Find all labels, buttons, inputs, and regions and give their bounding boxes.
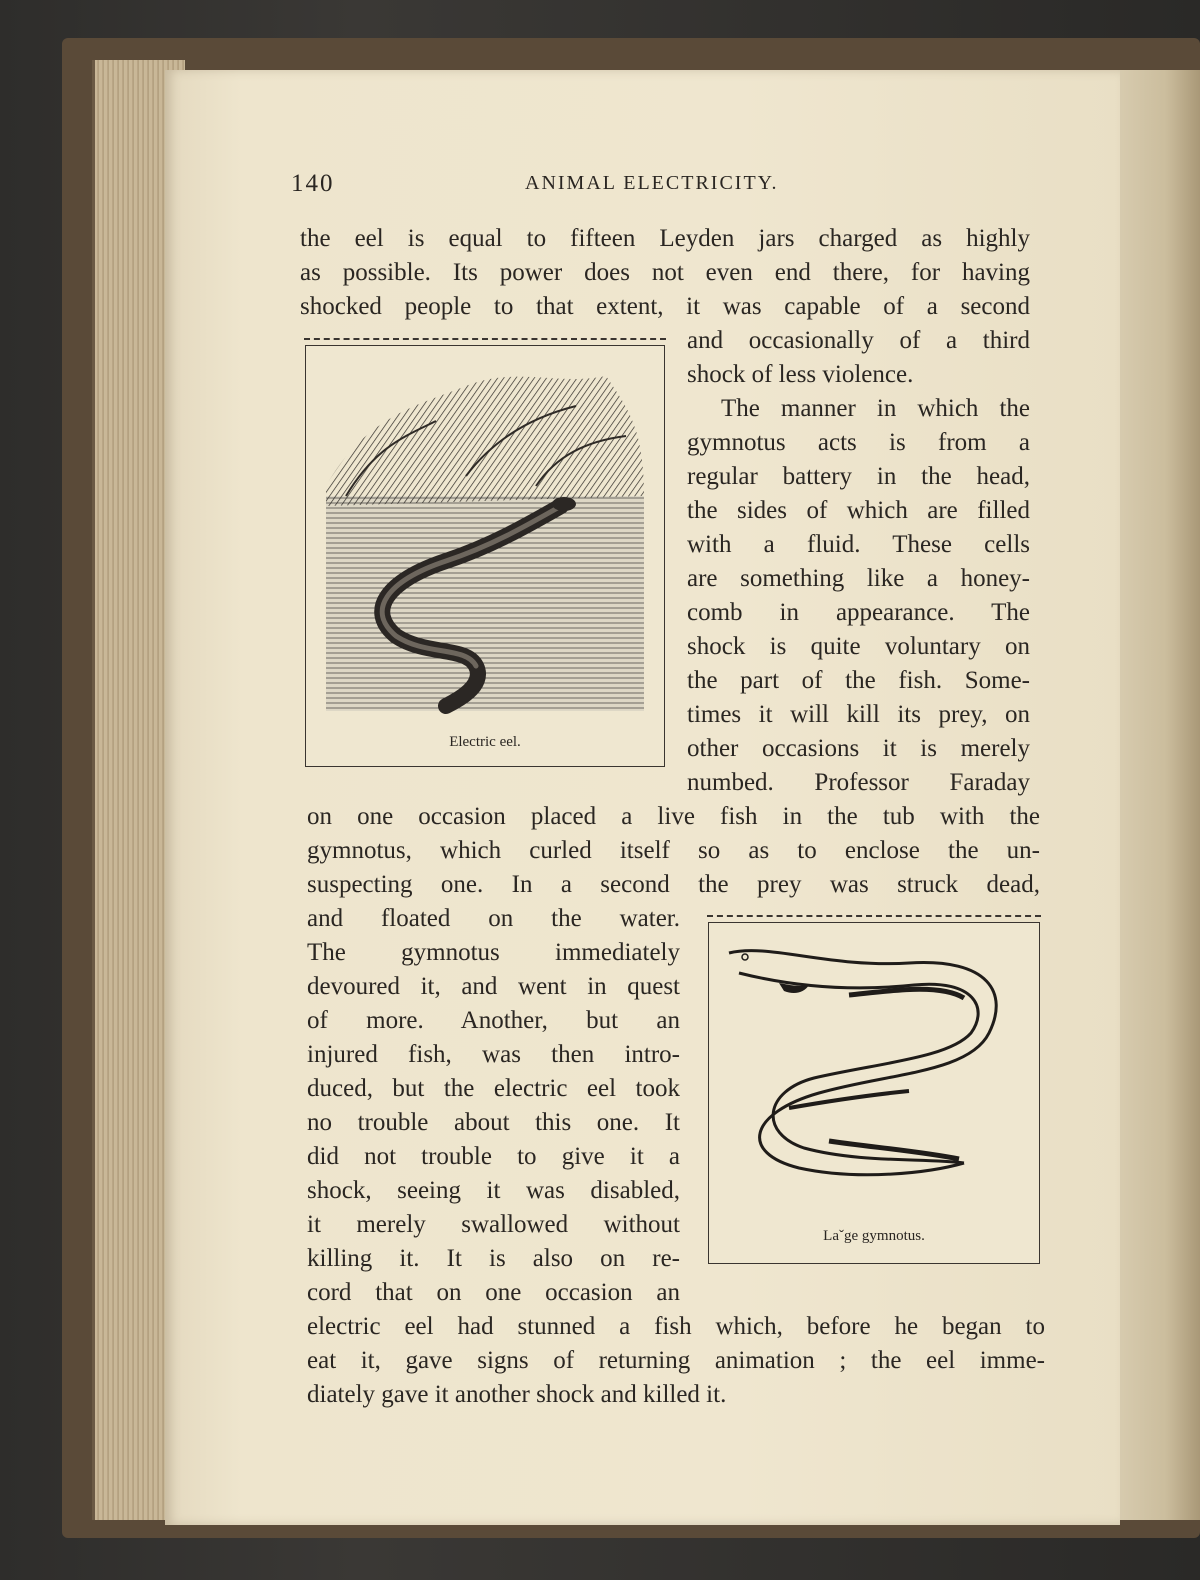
body-line: eat it, gave signs of returning animation ; the eel imme- — [307, 1347, 1045, 1374]
body-line: the sides of which are filled — [687, 497, 1030, 524]
body-line: with a fluid. These cells — [687, 531, 1030, 558]
large-gymnotus-figure — [708, 922, 1040, 1264]
page-number: 140 — [291, 170, 335, 197]
body-line: the eel is equal to fifteen Leyden jars charged as highly — [300, 225, 1030, 252]
body-line: regular battery in the head, — [687, 463, 1030, 490]
body-line: shock, seeing it was disabled, — [307, 1177, 680, 1204]
body-line: devoured it, and went in quest — [307, 973, 680, 1000]
body-line: and floated on the water. — [307, 905, 680, 932]
body-line: diately gave it another shock and killed it. — [307, 1381, 727, 1408]
body-line: The gymnotus immediately — [307, 939, 680, 966]
page-edges-right — [1115, 70, 1200, 1520]
large-gymnotus-engraving — [709, 923, 1039, 1223]
body-line: no trouble about this one. It — [307, 1109, 680, 1136]
book-page — [165, 70, 1120, 1525]
body-line: did not trouble to give it a — [307, 1143, 680, 1170]
body-line: and occasionally of a third — [687, 327, 1030, 354]
body-line: cord that on one occasion an — [307, 1279, 680, 1306]
body-line: numbed. Professor Faraday — [687, 769, 1030, 796]
body-line: killing it. It is also on re- — [307, 1245, 680, 1272]
body-line: The manner in which the — [721, 395, 1030, 422]
body-line: the part of the fish. Some- — [687, 667, 1030, 694]
body-line: shocked people to that extent, it was capable of a second — [300, 293, 1030, 320]
body-line: suspecting one. In a second the prey was struck dead, — [307, 871, 1040, 898]
body-line: gymnotus, which curled itself so as to enclose the un- — [307, 837, 1040, 864]
body-line: duced, but the electric eel took — [307, 1075, 680, 1102]
body-line: of more. Another, but an — [307, 1007, 680, 1034]
body-line: on one occasion placed a live fish in the tub with the — [307, 803, 1040, 830]
body-line: shock is quite voluntary on — [687, 633, 1030, 660]
body-line: gymnotus acts is from a — [687, 429, 1030, 456]
body-line: it merely swallowed without — [307, 1211, 680, 1238]
running-head: ANIMAL ELECTRICITY. — [525, 172, 779, 194]
body-line: as possible. Its power does not even end there, for having — [300, 259, 1030, 286]
figure-caption: Laˇge gymnotus. — [823, 1228, 925, 1244]
page-header — [165, 170, 1120, 200]
body-line: times it will kill its prey, on — [687, 701, 1030, 728]
electric-eel-figure — [305, 345, 665, 767]
electric-eel-engraving — [306, 346, 664, 726]
body-line: shock of less violence. — [687, 361, 914, 388]
body-line: injured fish, was then intro- — [307, 1041, 680, 1068]
figure-rule — [304, 338, 666, 340]
figure-caption: Electric eel. — [449, 734, 521, 750]
figure-rule — [707, 915, 1041, 917]
body-line: electric eel had stunned a fish which, before he began to — [307, 1313, 1045, 1340]
body-line: are something like a honey- — [687, 565, 1030, 592]
body-line: other occasions it is merely — [687, 735, 1030, 762]
body-line: comb in appearance. The — [687, 599, 1030, 626]
